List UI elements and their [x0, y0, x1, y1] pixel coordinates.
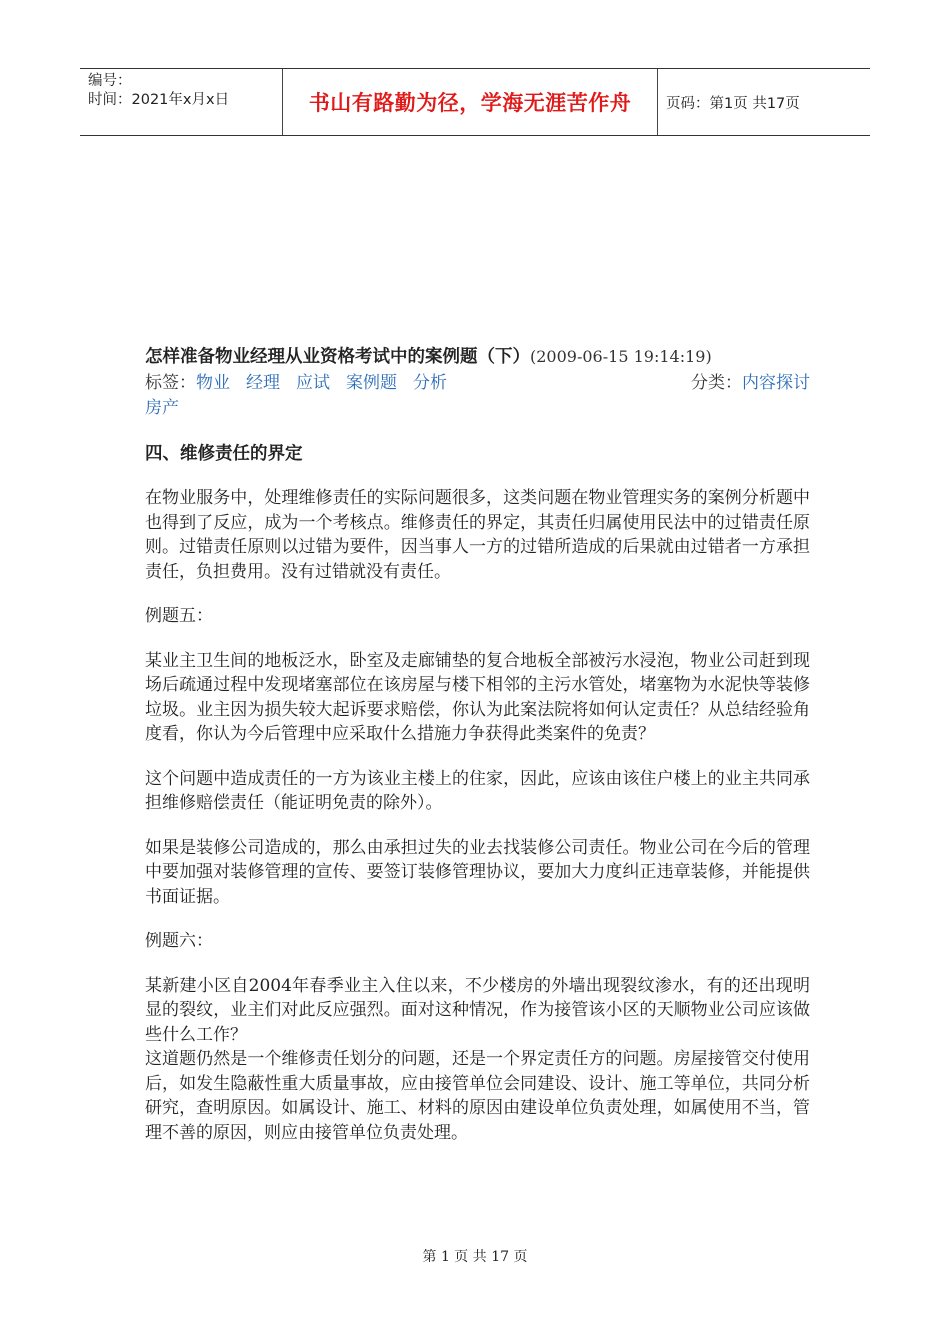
- example-five-answer-2: 如果是装修公司造成的，那么由承担过失的业去找装修公司责任。物业公司在今后的管理中要加强对装修管理的宣传、要签订装修管理协议，要加大力度纠正违章装修，并能提供书面证据。: [145, 837, 810, 907]
- sub-category-link[interactable]: 房产: [145, 398, 179, 418]
- article-title: 怎样准备物业经理从业资格考试中的案例题（下）: [145, 347, 530, 367]
- paragraph-intro: 在物业服务中，处理维修责任的实际问题很多，这类问题在物业管理实务的案例分析题中也得到了反应，成为一个考核点。维修责任的界定，其责任归属使用民法中的过错责任原则。过错责任原则以过错为要件，因当事人一方的过错所造成的后果就由过错者一方承担责任，负担费用。没有过错就没有责任。: [145, 488, 810, 582]
- example-five-label: 例题五：: [145, 606, 213, 626]
- header-meta: [80, 69, 282, 135]
- tags-label: 标签：: [145, 373, 196, 393]
- example-six-answer: 这道题仍然是一个维修责任划分的问题，还是一个界定责任方的问题。房屋接管交付使用后，如发生隐蔽性重大质量事故，应由接管单位会同建设、设计、施工等单位，共同分析研究，查明原因。如属设计、施工、材料的原因由建设单位负责处理，如属使用不当，管理不善的原因，则应由接管单位负责处理。: [145, 1049, 810, 1143]
- example-five-question: 某业主卫生间的地板泛水，卧室及走廊铺垫的复合地板全部被污水浸泡，物业公司赶到现场后疏通过程中发现堵塞部位在该房屋与楼下相邻的主污水管处，堵塞物为水泥快等装修垃圾。业主因为损失较大起诉要求赔偿，你认为此案法院将如何认定责任？从总结经验角度看，你认为今后管理中应采取什么措施力争获得此类案件的免责？: [145, 650, 810, 744]
- category-link[interactable]: 内容探讨: [742, 373, 810, 393]
- header-page-info: 页码：第1页 共17页: [666, 95, 800, 112]
- tag-link-wuye[interactable]: 物业: [196, 373, 230, 393]
- tag-link-yingshi[interactable]: 应试: [296, 373, 330, 393]
- example-six-label: 例题六：: [145, 931, 213, 951]
- tag-link-anliti[interactable]: 案例题: [346, 373, 397, 393]
- number-label: 编号：: [88, 73, 132, 89]
- tag-link-jingli[interactable]: 经理: [246, 373, 280, 393]
- example-six-question: 某新建小区自2004年春季业主入住以来，不少楼房的外墙出现裂纹渗水，有的还出现明显的裂纹，业主们对此反应强烈。面对这种情况，作为接管该小区的天顺物业公司应该做些什么工作？: [145, 975, 810, 1045]
- header-motto: 书山有路勤为径，学海无涯苦作舟: [282, 69, 658, 135]
- category: [691, 370, 810, 396]
- section-heading: 四、维修责任的界定: [145, 444, 303, 464]
- page-footer: 第 1 页 共 17 页: [422, 1249, 528, 1265]
- document-header: [80, 68, 870, 136]
- tag-link-fenxi[interactable]: 分析: [413, 373, 447, 393]
- tag-line: [145, 370, 810, 396]
- example-five-answer-1: 这个问题中造成责任的一方为该业主楼上的住家，因此，应该由该住户楼上的业主共同承担维修赔偿责任（能证明免责的除外）。: [145, 768, 810, 813]
- article-body: [145, 344, 810, 1145]
- article-timestamp: (2009-06-15 19:14:19): [530, 347, 712, 366]
- time-label: 时间：2021年x月x日: [88, 92, 230, 108]
- category-label: 分类：: [691, 373, 742, 393]
- article-title-line: [145, 344, 810, 370]
